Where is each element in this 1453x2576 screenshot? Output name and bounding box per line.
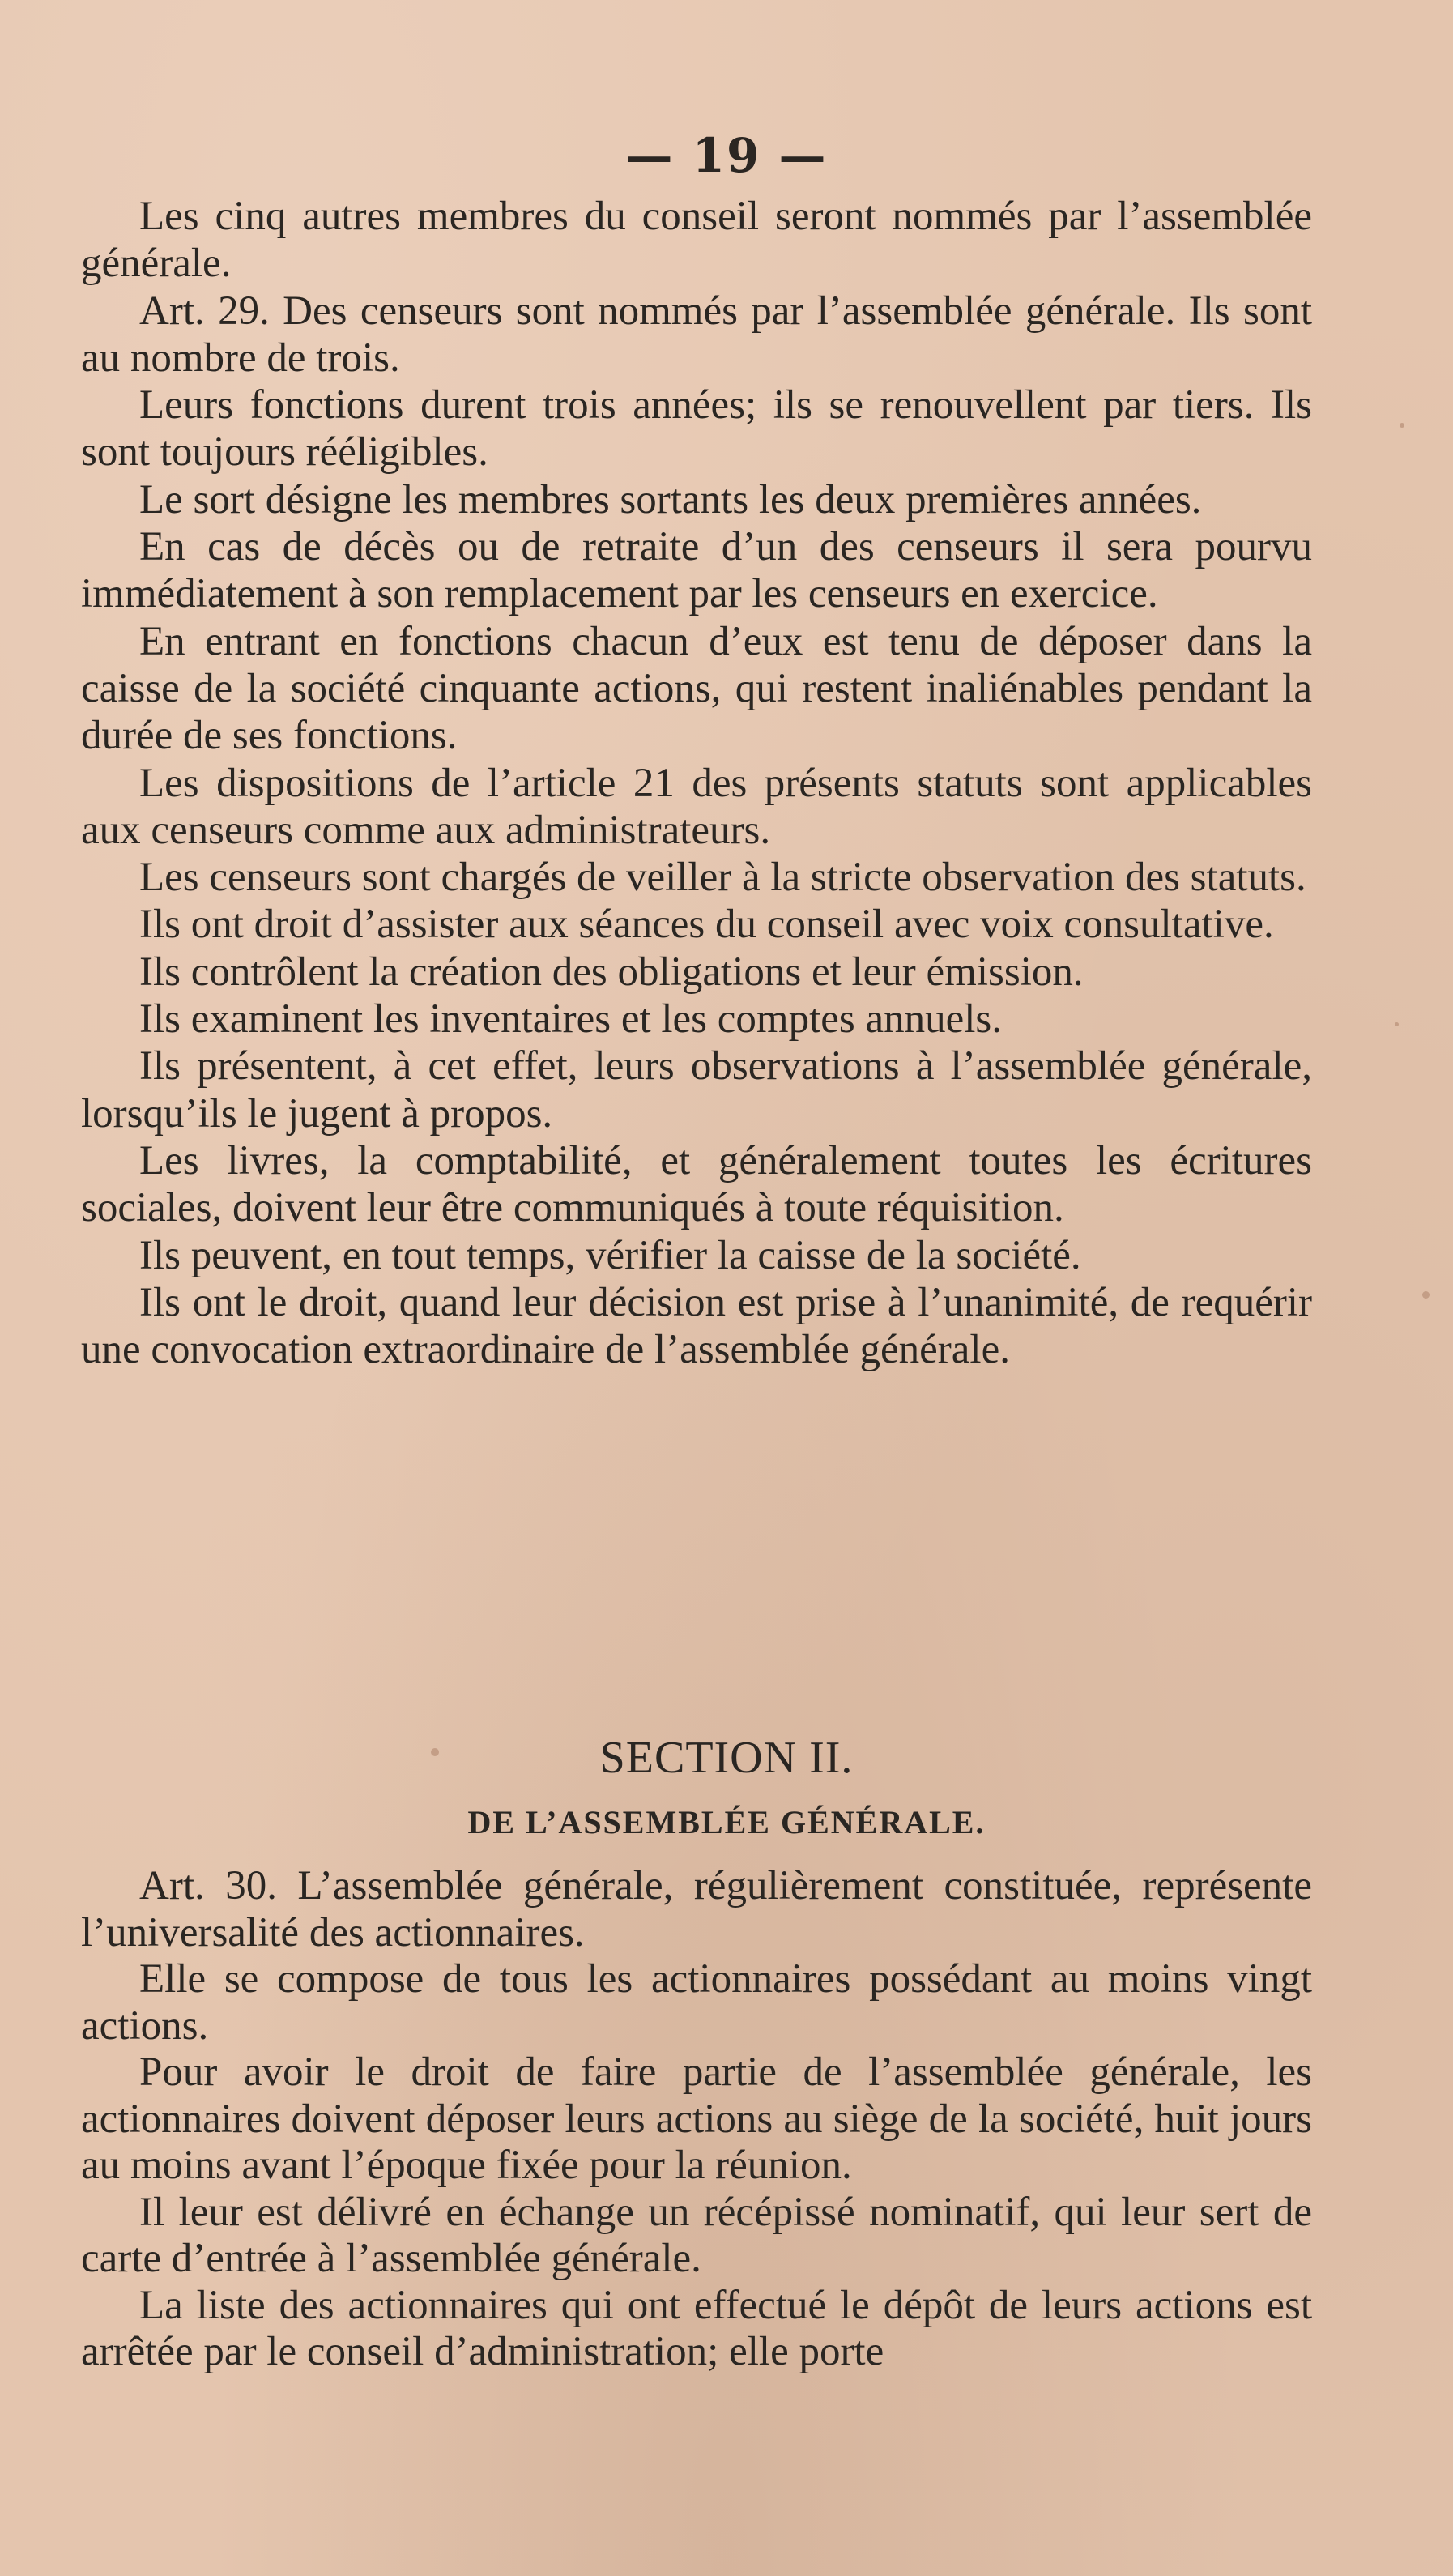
paragraph: Art. 29. Des censeurs sont nommés par l’assemblée générale. Ils sont au nombre de trois. xyxy=(81,288,1312,381)
paper-speck xyxy=(1422,1291,1430,1299)
paragraph: Leurs fonctions durent trois années; ils se renouvellent par tiers. Ils sont toujours rééligibles. xyxy=(81,382,1312,476)
paragraph: Ils peuvent, en tout temps, vérifier la caisse de la société. xyxy=(139,1232,1081,1278)
section-subtitle: DE L’ASSEMBLÉE GÉNÉRALE. xyxy=(467,1804,986,1840)
paragraph: En cas de décès ou de retraite d’un des censeurs il sera pourvu immédiatement à son remplacement par les censeurs en exercice. xyxy=(81,524,1312,617)
page-number: — 19 — xyxy=(625,128,828,183)
paragraph: La liste des actionnaires qui ont effectué le dépôt de leurs actions est arrêtée par le conseil d’administration; elle porte xyxy=(81,2282,1312,2374)
paragraph: Ils ont droit d’assister aux séances du conseil avec voix consultative. xyxy=(139,902,1274,948)
paragraph: Il leur est délivré en échange un récépissé nominatif, qui leur sert de carte d’entrée à l’assemblée générale. xyxy=(81,2189,1312,2281)
paragraph: Pour avoir le droit de faire partie de l’assemblée générale, les actionnaires doivent déposer leurs actions au siège de la société, huit jours au moins avant l’époque fixée pour la réunion. xyxy=(81,2049,1312,2188)
paragraph: Ils contrôlent la création des obligations et leur émission. xyxy=(139,949,1084,995)
paragraph: En entrant en fonctions chacun d’eux est tenu de déposer dans la caisse de la société cinquante actions, qui restent inaliénables pendant la durée de ses fonctions. xyxy=(81,618,1312,759)
paper-speck xyxy=(1400,423,1404,428)
paragraph: Le sort désigne les membres sortants les deux premières années. xyxy=(139,476,1202,522)
paragraph: Les livres, la comptabilité, et généralement toutes les écritures sociales, doivent leur être communiqués à toute réquisition. xyxy=(81,1137,1312,1231)
paragraph: Art. 30. L’assemblée générale, régulièrement constituée, représente l’universalité des actionnaires. xyxy=(81,1863,1312,1955)
paragraph: Ils examinent les inventaires et les comptes annuels. xyxy=(139,996,1003,1043)
paragraph: Ils présentent, à cet effet, leurs observations à l’assemblée générale, lorsqu’ils le jugent à propos. xyxy=(81,1043,1312,1137)
text-before-section xyxy=(81,193,1312,1373)
text-after-section xyxy=(81,1863,1312,2376)
paragraph: Ils ont le droit, quand leur décision est prise à l’unanimité, de requérir une convocation extraordinaire de l’assemblée générale. xyxy=(81,1279,1312,1373)
paragraph: Les dispositions de l’article 21 des présents statuts sont applicables aux censeurs comme aux administrateurs. xyxy=(81,760,1312,853)
section-title: SECTION II. xyxy=(599,1733,854,1783)
paragraph: Les cinq autres membres du conseil seront nommés par l’assemblée générale. xyxy=(81,194,1312,287)
paragraph: Les censeurs sont chargés de veiller à la stricte observation des statuts. xyxy=(139,855,1306,901)
paper-speck xyxy=(1395,1022,1399,1026)
paragraph: Elle se compose de tous les actionnaires possédant au moins vingt actions. xyxy=(81,1956,1312,2049)
